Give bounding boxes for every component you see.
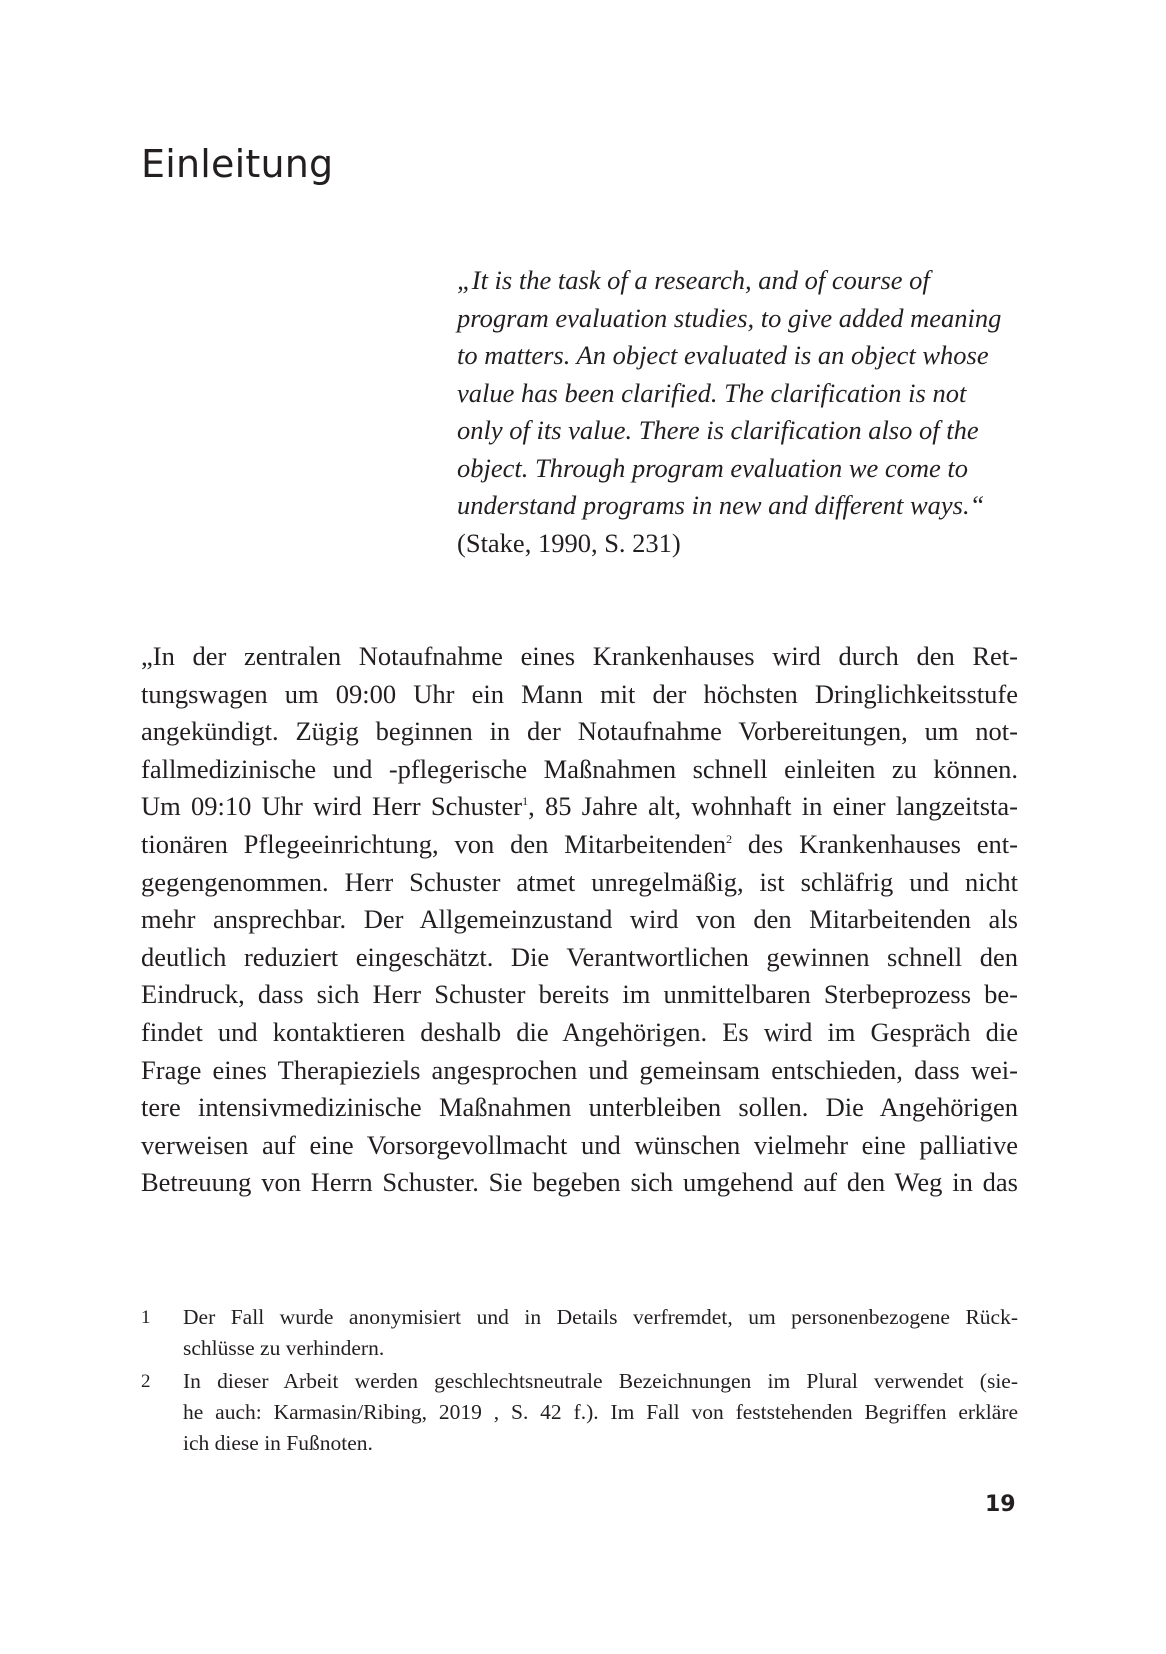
- epigraph-line: only of its value. There is clarification also of the: [457, 415, 979, 445]
- footnote-number: 1: [141, 1307, 151, 1328]
- body-line: angekündigt. Zügig beginnen in der Notaufnahme Vorbereitungen, um not-: [141, 716, 1018, 747]
- body-line: [141, 826, 1018, 864]
- body-text-segment: des Krankenhauses ent-: [732, 828, 1018, 859]
- footnote-line: In dieser Arbeit werden geschlechtsneutrale Bezeichnungen im Plural verwendet (sie-: [183, 1369, 1018, 1393]
- body-line: Frage eines Therapieziels angesprochen und gemeinsam entschieden, dass wei-: [141, 1054, 1018, 1085]
- page-number: 19: [985, 1492, 1016, 1517]
- body-line: Eindruck, dass sich Herr Schuster bereits im unmittelbaren Sterbeprozess be-: [141, 979, 1018, 1010]
- body-line: gegengenommen. Herr Schuster atmet unregelmäßig, ist schläfrig und nicht: [141, 866, 1018, 897]
- epigraph-source: (Stake, 1990, S. 231): [457, 527, 681, 558]
- footnote-line: Der Fall wurde anonymisiert und in Details verfremdet, um personenbezogene Rück-: [183, 1305, 1018, 1329]
- footnotes-section: [141, 1302, 1018, 1461]
- epigraph-line: program evaluation studies, to give added meaning: [457, 302, 1002, 333]
- footnote-number: 2: [141, 1371, 151, 1392]
- epigraph-line: to matters. An object evaluated is an object whose: [457, 340, 989, 370]
- epigraph-line: „It is the task of a research, and of course of: [457, 265, 930, 295]
- footnote-line: ich diese in Fußnoten.: [183, 1431, 373, 1455]
- body-line: Betreuung von Herrn Schuster. Sie begeben sich umgehend auf den Weg in das: [141, 1167, 1018, 1198]
- footnote-line: he auch: Karmasin/Ribing, 2019 , S. 42 f.). Im Fall von feststehenden Begriffen erkläre: [183, 1400, 1018, 1424]
- chapter-title: Einleitung: [141, 142, 334, 186]
- body-line: tungswagen um 09:00 Uhr ein Mann mit der höchsten Dringlichkeitsstufe: [141, 678, 1018, 709]
- epigraph-quote: [457, 262, 1017, 525]
- footnote-reference-1[interactable]: 1: [522, 794, 529, 809]
- epigraph-line: understand programs in new and different ways.“: [457, 490, 985, 520]
- epigraph: [457, 262, 1017, 562]
- epigraph-line: object. Through program evaluation we come to: [457, 452, 969, 483]
- footnote-2: [141, 1366, 1018, 1459]
- body-paragraph: [141, 638, 1018, 1202]
- footnote-1: [141, 1302, 1018, 1364]
- epigraph-line: value has been clarified. The clarification is not: [457, 377, 967, 408]
- body-line: verweisen auf eine Vorsorgevollmacht und wünschen vielmehr eine palliative: [141, 1129, 1018, 1160]
- body-text-segment: tionären Pflegeeinrichtung, von den Mitarbeitenden: [141, 828, 727, 859]
- footnote-line: schlüsse zu verhindern.: [183, 1336, 385, 1360]
- body-line: mehr ansprechbar. Der Allgemeinzustand wird von den Mitarbeitenden als: [141, 904, 1018, 935]
- body-line: deutlich reduziert eingeschätzt. Die Verantwortlichen gewinnen schnell den: [141, 941, 1018, 972]
- body-line: tere intensivmedizinische Maßnahmen unterbleiben sollen. Die Angehörigen: [141, 1092, 1018, 1123]
- body-line: fallmedizinische und -pflegerische Maßnahmen schnell einleiten zu können.: [141, 753, 1018, 784]
- body-line: [141, 788, 1018, 826]
- footnote-reference-2[interactable]: 2: [726, 831, 733, 846]
- body-line: „In der zentralen Notaufnahme eines Krankenhauses wird durch den Ret-: [141, 641, 1018, 671]
- body-text-segment: , 85 Jahre alt, wohnhaft in einer langzeitsta-: [528, 791, 1018, 822]
- body-text-segment: Um 09:10 Uhr wird Herr Schuster: [141, 791, 523, 822]
- body-line: findet und kontaktieren deshalb die Angehörigen. Es wird im Gespräch die: [141, 1016, 1018, 1047]
